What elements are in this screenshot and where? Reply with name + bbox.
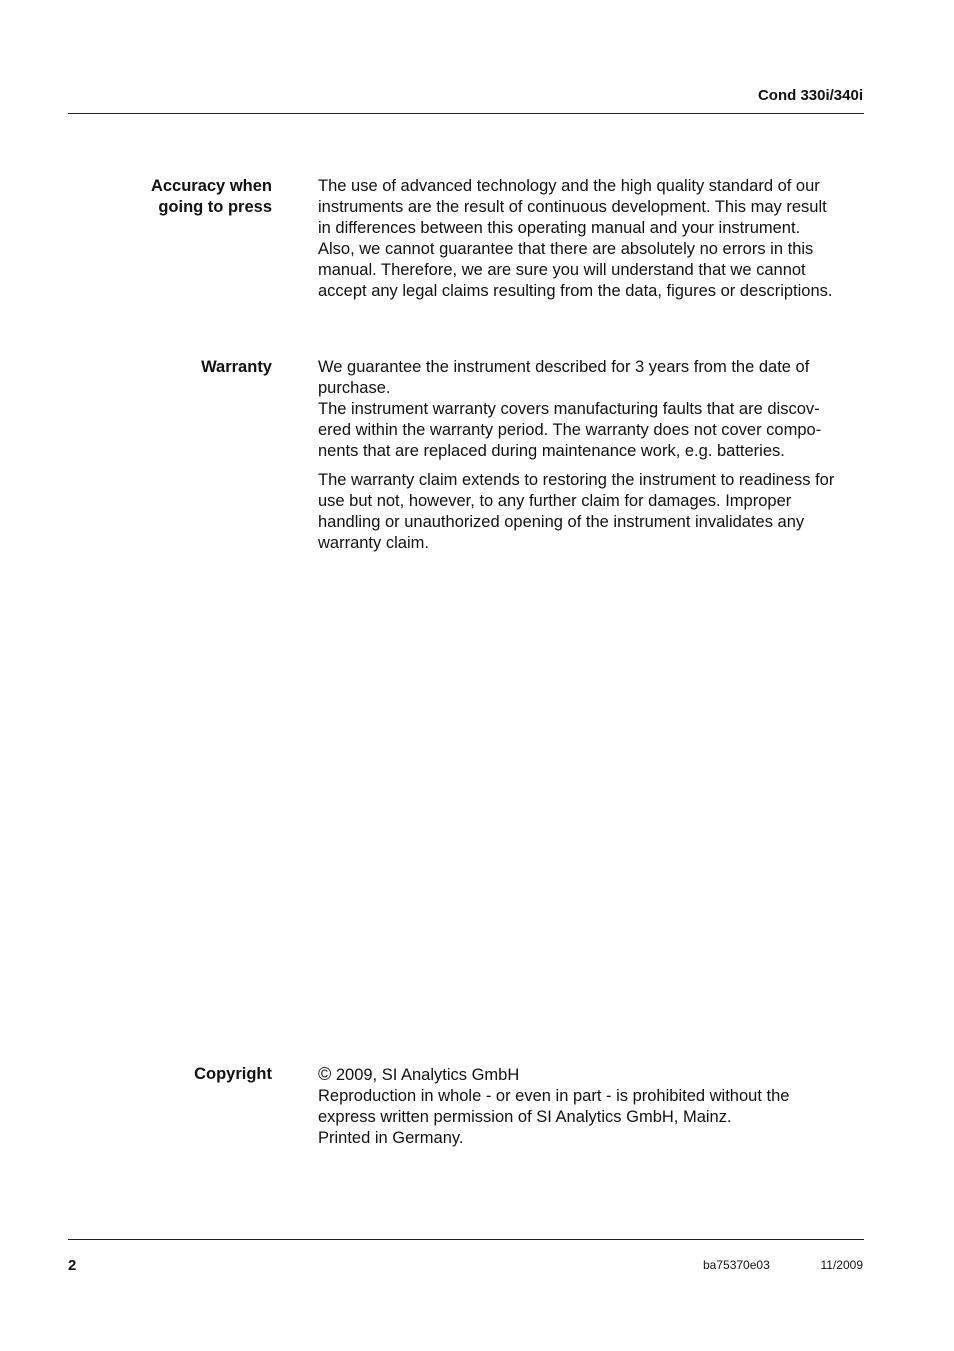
copyright-paragraph xyxy=(318,1064,866,1149)
text-line: We guarantee the instrument described for 3 years from the date of xyxy=(318,358,810,376)
copyright-text xyxy=(318,1064,866,1149)
page-number: 2 xyxy=(68,1257,77,1274)
accuracy-paragraph xyxy=(318,176,866,302)
warranty-text xyxy=(318,357,866,554)
text-line: Reproduction in whole - or even in part - is prohibited without the xyxy=(318,1087,790,1105)
text-line: handling or unauthorized opening of the instrument invalidates any xyxy=(318,513,805,531)
text-line: express written permission of SI Analytics GmbH, Mainz. xyxy=(318,1108,732,1126)
accuracy-label: Accuracy when going to press xyxy=(150,177,272,216)
text-line: 2009, SI Analytics GmbH xyxy=(331,1066,520,1084)
text-line: use but not, however, to any further claim for damages. Improper xyxy=(318,492,792,510)
warranty-label: Warranty xyxy=(201,358,272,376)
copyright-label: Copyright xyxy=(194,1065,272,1083)
copyright-symbol: © xyxy=(318,1064,332,1084)
text-line: manual. Therefore, we are sure you will understand that we cannot xyxy=(318,261,806,279)
header-title: Cond 330i/340i xyxy=(757,87,863,104)
text-line: purchase. xyxy=(318,379,391,397)
text-line: ered within the warranty period. The warranty does not cover compo- xyxy=(318,421,822,439)
footer-rule xyxy=(68,1239,864,1240)
document-date: 11/2009 xyxy=(820,1258,863,1272)
text-line: accept any legal claims resulting from the data, figures or descriptions. xyxy=(318,282,833,300)
header-rule xyxy=(68,113,864,114)
warranty-paragraph-2 xyxy=(318,470,866,554)
text-line: warranty claim. xyxy=(318,534,429,552)
warranty-paragraph-1 xyxy=(318,357,866,462)
text-line: Also, we cannot guarantee that there are absolutely no errors in this xyxy=(318,240,814,258)
text-line: The warranty claim extends to restoring the instrument to readiness for xyxy=(318,471,835,489)
text-line: The use of advanced technology and the high quality standard of our xyxy=(318,177,820,195)
text-line: instruments are the result of continuous development. This may result xyxy=(318,198,827,216)
accuracy-text xyxy=(318,176,866,302)
text-line: Printed in Germany. xyxy=(318,1129,464,1147)
text-line: in differences between this operating manual and your instrument. xyxy=(318,219,801,237)
text-line: nents that are replaced during maintenance work, e.g. batteries. xyxy=(318,442,785,460)
document-code: ba75370e03 xyxy=(703,1258,770,1272)
text-line: The instrument warranty covers manufacturing faults that are discov- xyxy=(318,400,820,418)
